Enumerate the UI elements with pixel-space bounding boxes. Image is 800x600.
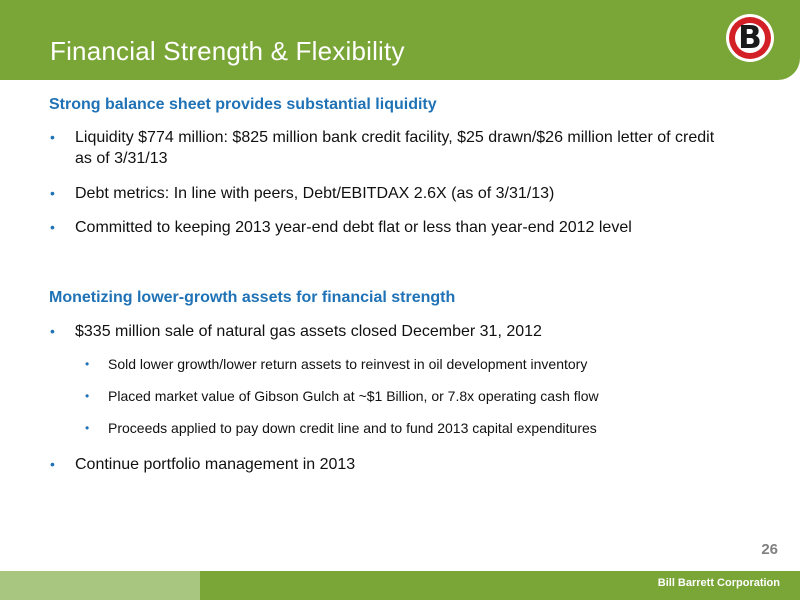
- bullet-icon: •: [50, 129, 55, 145]
- bullet-text: $335 million sale of natural gas assets closed December 31, 2012: [75, 323, 542, 340]
- page-number: 26: [761, 541, 778, 558]
- bullet-icon: •: [50, 323, 55, 339]
- company-logo: [726, 14, 774, 62]
- sub-bullet-text: Placed market value of Gibson Gulch at ~$1 Billion, or 7.8x operating cash flow: [108, 388, 599, 404]
- footer-bar-left: [0, 571, 200, 600]
- logo-letter: B: [738, 20, 762, 56]
- title-bar: [0, 0, 800, 80]
- sub-bullet-text: Sold lower growth/lower return assets to reinvest in oil development inventory: [108, 356, 588, 372]
- bullet-icon: •: [85, 421, 90, 435]
- section-heading-liquidity: Strong balance sheet provides substantial liquidity: [49, 96, 437, 113]
- sub-bullet-text: Proceeds applied to pay down credit line and to fund 2013 capital expenditures: [108, 420, 597, 436]
- bullet-icon: •: [50, 456, 55, 472]
- slide-title: Financial Strength & Flexibility: [50, 36, 405, 66]
- bullet-text: Liquidity $774 million: $825 million bank credit facility, $25 drawn/$26 million letter of credit as of 3/31/13: [75, 129, 715, 167]
- bullet-icon: •: [85, 389, 90, 403]
- section-heading-monetizing: Monetizing lower-growth assets for financial strength: [49, 289, 456, 306]
- bullet-text: Continue portfolio management in 2013: [75, 456, 356, 473]
- bullet-icon: •: [50, 219, 55, 235]
- company-name: Bill Barrett Corporation: [657, 577, 780, 589]
- bullet-icon: •: [50, 185, 55, 201]
- bullet-text: Committed to keeping 2013 year-end debt flat or less than year-end 2012 level: [75, 219, 632, 236]
- bullet-text: Debt metrics: In line with peers, Debt/EBITDAX 2.6X (as of 3/31/13): [75, 185, 555, 202]
- bullet-icon: •: [85, 357, 90, 371]
